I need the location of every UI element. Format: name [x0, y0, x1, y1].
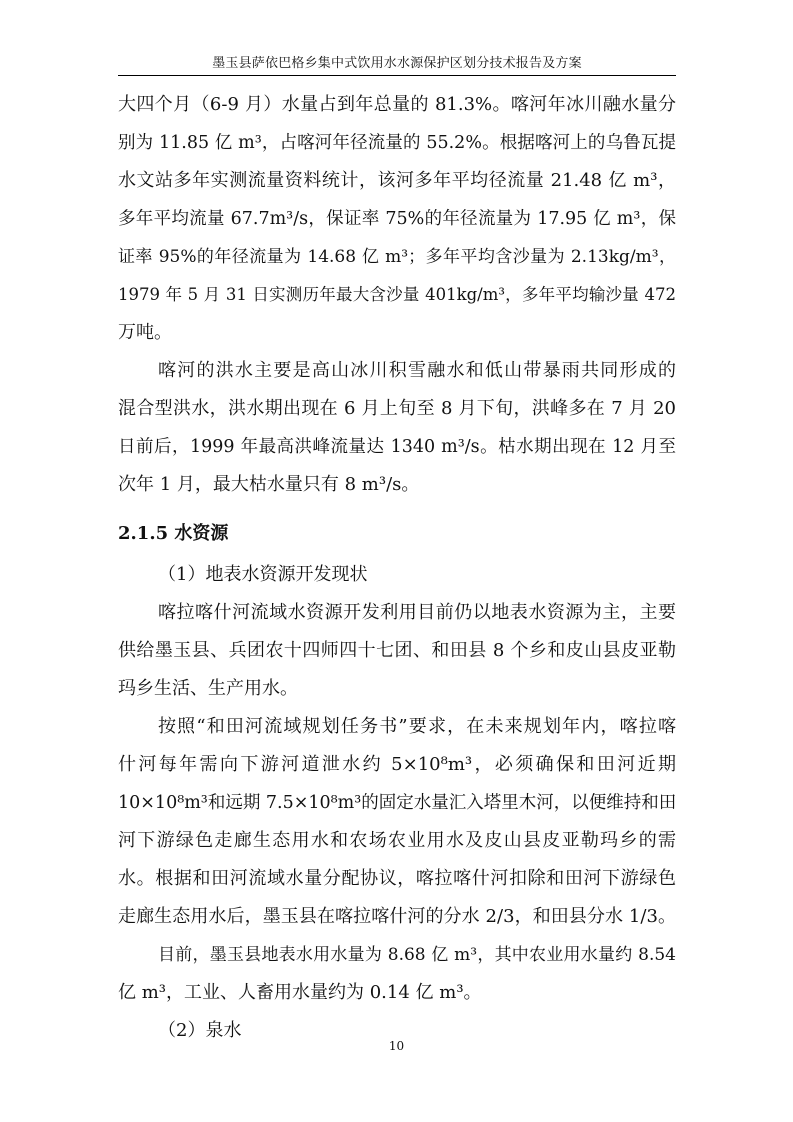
paragraph-line: 喀河的洪水主要是高山冰川积雪融水和低山带暴雨共同形成的 — [158, 360, 676, 381]
subheading: （2）泉水 — [158, 1020, 242, 1041]
paragraph-line: 玛乡生活、生产用水。 — [118, 678, 298, 699]
header-divider — [118, 75, 676, 76]
paragraph-line: 走廊生态用水后，墨玉县在喀拉喀什河的分水 2/3，和田县分水 1/3。 — [118, 906, 676, 927]
paragraph-line: 万吨。 — [118, 322, 172, 343]
paragraph-line: 多年平均流量 67.7m³/s，保证率 75%的年径流量为 17.95 亿 m³，保 — [118, 209, 676, 229]
section-heading: 2.1.5 水资源 — [118, 523, 229, 544]
paragraph-line: 别为 11.85 亿 m³，占喀河年径流量的 55.2%。根据喀河上的乌鲁瓦提 — [118, 133, 676, 153]
page-number: 10 — [388, 1039, 405, 1053]
paragraph-line: 证率 95%的年径流量为 14.68 亿 m³；多年平均含沙量为 2.13kg/m³， — [118, 247, 676, 267]
paragraph-line: 亿 m³，工业、人畜用水量约为 0.14 亿 m³。 — [118, 982, 482, 1003]
paragraph-line: 1979 年 5 月 31 日实测历年最大含沙量 401kg/m³，多年平均输沙量 472 — [118, 285, 676, 304]
paragraph-line: 目前，墨玉县地表水用水量为 8.68 亿 m³，其中农业用水量约 8.54 — [158, 945, 676, 965]
page-header: 墨玉县萨依巴格乡集中式饮用水水源保护区划分技术报告及方案 — [212, 56, 582, 71]
paragraph-line: 10×10⁸m³和远期 7.5×10⁸m³的固定水量汇入塔里木河，以便维持和田 — [118, 793, 676, 813]
paragraph-line: 按照“和田河流域规划任务书”要求，在未来规划年内，喀拉喀 — [158, 716, 676, 737]
paragraph-line: 次年 1 月，最大枯水量只有 8 m³/s。 — [118, 474, 420, 495]
paragraph-line: 水。根据和田河流域水量分配协议，喀拉喀什河扣除和田河下游绿色 — [118, 868, 676, 889]
paragraph-line: 混合型洪水，洪水期出现在 6 月上旬至 8 月下旬，洪峰多在 7 月 20 — [118, 398, 676, 419]
paragraph-line: 喀拉喀什河流域水资源开发利用目前仍以地表水资源为主，主要 — [158, 602, 676, 623]
paragraph-line: 河下游绿色走廊生态用水和农场农业用水及皮山县皮亚勒玛乡的需 — [118, 830, 676, 851]
paragraph-line: 什河每年需向下游河道泄水约 5×10⁸m³，必须确保和田河近期 — [118, 754, 676, 775]
paragraph-line: 日前后，1999 年最高洪峰流量达 1340 m³/s。枯水期出现在 12 月至 — [118, 437, 676, 457]
paragraph-line: 水文站多年实测流量资料统计，该河多年平均径流量 21.48 亿 m³， — [118, 170, 676, 191]
subheading: （1）地表水资源开发现状 — [158, 564, 368, 585]
paragraph-line: 大四个月（6-9 月）水量占到年总量的 81.3%。喀河年冰川融水量分 — [118, 94, 676, 115]
paragraph-line: 供给墨玉县、兵团农十四师四十七团、和田县 8 个乡和皮山县皮亚勒 — [118, 640, 676, 661]
